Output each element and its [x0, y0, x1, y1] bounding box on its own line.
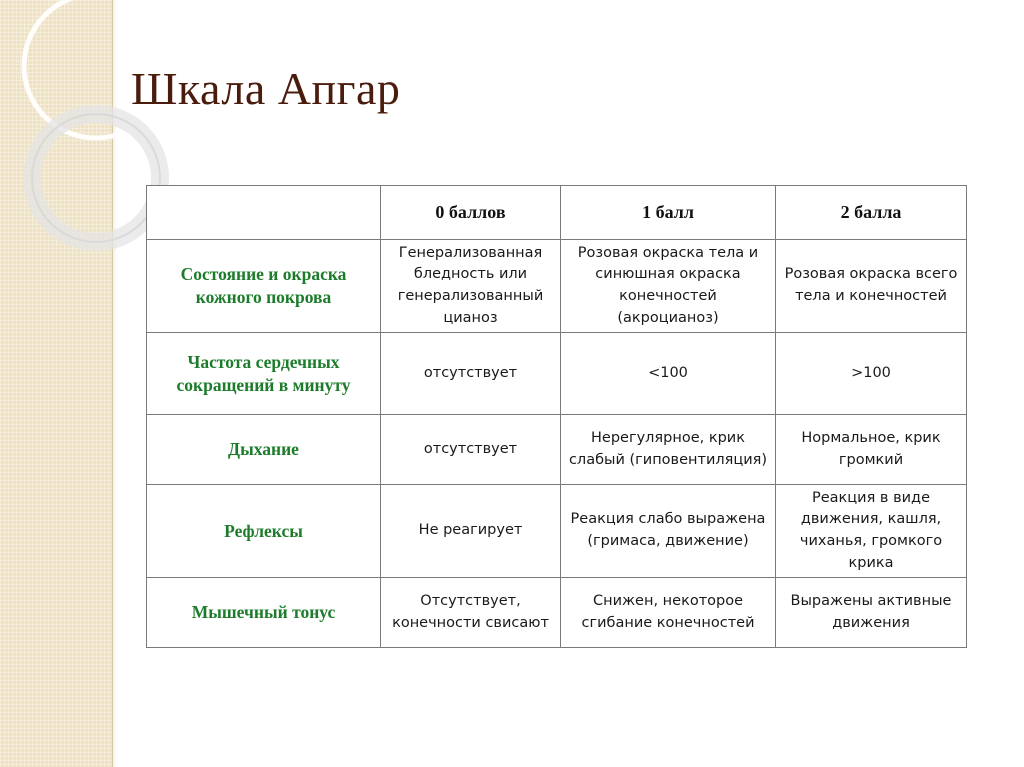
cell-score-1: Снижен, некоторое сгибание конечностей — [561, 578, 776, 648]
decorative-ring-bottom-inner — [32, 114, 160, 242]
cell-score-1: <100 — [561, 333, 776, 415]
cell-score-2: Реакция в виде движения, кашля, чиханья, громкого крика — [776, 485, 967, 578]
cell-score-0: отсутствует — [381, 415, 561, 485]
cell-score-2: >100 — [776, 333, 967, 415]
criterion-heart-rate: Частота сердечных сокращений в минуту — [147, 333, 381, 415]
criterion-breathing: Дыхание — [147, 415, 381, 485]
criterion-skin-color: Состояние и окраска кожного покрова — [147, 240, 381, 333]
apgar-table — [146, 185, 967, 648]
table-header-row — [147, 186, 967, 240]
table-row — [147, 578, 967, 648]
cell-score-2: Нормальное, крик громкий — [776, 415, 967, 485]
table-row — [147, 415, 967, 485]
cell-score-0: Генерализованная бледность или генерализованный цианоз — [381, 240, 561, 333]
slide-title: Шкала Апгар — [131, 63, 401, 114]
header-corner-cell — [147, 186, 381, 240]
cell-score-1: Реакция слабо выражена (гримаса, движение) — [561, 485, 776, 578]
criterion-muscle-tone: Мышечный тонус — [147, 578, 381, 648]
cell-score-1: Розовая окраска тела и синюшная окраска конечностей (акроцианоз) — [561, 240, 776, 333]
criterion-reflexes: Рефлексы — [147, 485, 381, 578]
cell-score-2: Розовая окраска всего тела и конечностей — [776, 240, 967, 333]
table-row — [147, 333, 967, 415]
header-score-0: 0 баллов — [381, 186, 561, 240]
header-score-1: 1 балл — [561, 186, 776, 240]
cell-score-0: отсутствует — [381, 333, 561, 415]
cell-score-0: Не реагирует — [381, 485, 561, 578]
table-row — [147, 240, 967, 333]
cell-score-1: Нерегулярное, крик слабый (гиповентиляция) — [561, 415, 776, 485]
cell-score-2: Выражены активные движения — [776, 578, 967, 648]
cell-score-0: Отсутствует, конечности свисают — [381, 578, 561, 648]
header-score-2: 2 балла — [776, 186, 967, 240]
table-row — [147, 485, 967, 578]
